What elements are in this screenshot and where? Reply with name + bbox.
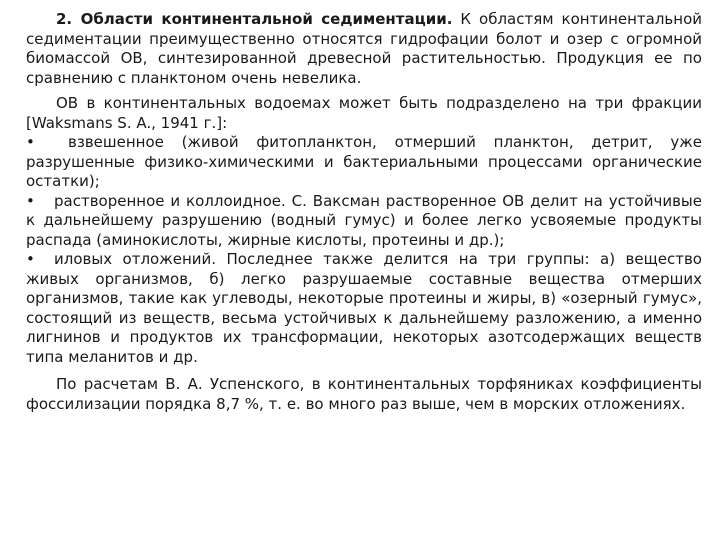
bullet-icon: • <box>26 191 35 210</box>
bullet-text: растворенное и коллоидное. С. Ваксман растворенное ОВ делит на устойчивые к дальнейшему разрушению (водный гумус) и более легко усвояемые продукты распада (аминокислоты, жирные кислоты, протеины и др.); <box>26 191 702 249</box>
bullet-text: взвешенное (живой фитопланктон, отмерший планктон, детрит, уже разрушенные физико-химическими и бактериальными процессами органические остатки); <box>26 133 702 190</box>
paragraph-fossilization: По расчетам В. А. Успенского, в континентальных торфяниках коэффициенты фоссилизации порядка 8,7 %, т. е. во много раз выше, чем в морских отложениях. <box>26 375 702 413</box>
bullet-item-dissolved <box>26 192 702 251</box>
intro-text: К областям континентальной седиментации преимущественно относятся гидрофации болот и озер с огромной биомассой ОВ, синтезированной древесной растительностью. Продукция ее по сравнению с планктоном очень невелика. <box>26 10 702 87</box>
bullet-icon: • <box>26 133 35 151</box>
document-body <box>26 10 702 414</box>
paragraph-intro <box>26 10 702 88</box>
bullet-item-suspended <box>26 133 702 192</box>
section-heading: 2. Области континентальной седиментации. <box>56 10 453 28</box>
paragraph-fractions: ОВ в континентальных водоемах может быть подразделено на три фракции [Waksmans S. A., 1941 г.]: <box>26 94 702 132</box>
bullet-icon: • <box>26 250 35 268</box>
bullet-text: иловых отложений. Последнее также делится на три группы: а) вещество живых организмов, б) легко разрушаемые составные вещества отмерших организмов, такие как углеводы, некоторые протеины и жиры, в) «озерный гумус», состоящий из веществ, весьма устойчивых к дальнейшему разложению, а именно лигнинов и продуктов их трансформации, некоторых азотсодержащих веществ типа меланитов и др. <box>26 250 702 366</box>
bullet-item-sediments <box>26 250 702 367</box>
